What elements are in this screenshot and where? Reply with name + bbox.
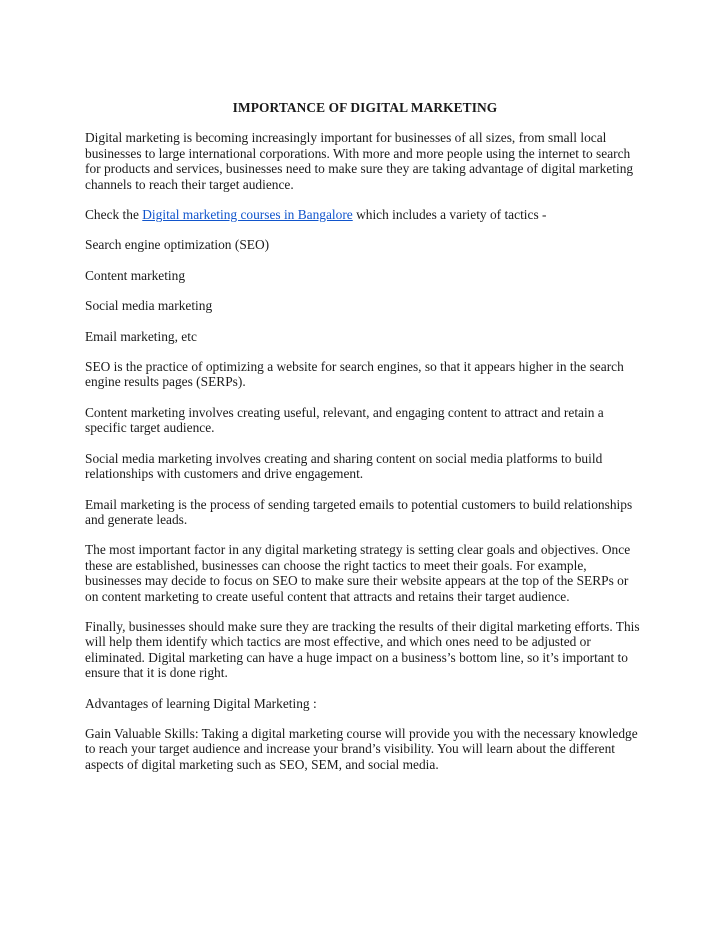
advantages-heading: Advantages of learning Digital Marketing : (85, 695, 317, 711)
document-title: IMPORTANCE OF DIGITAL MARKETING (232, 100, 498, 115)
goals-paragraph: The most important factor in any digital marketing strategy is setting clear goals and objectives. Once these are established, businesses can choose the right tactics to meet their goals. For example, businesses may decide to focus on SEO to make sure their website appears at the top of the SERPs or on content marketing to create useful content that attracts and retains their target audience. (85, 542, 631, 604)
content-marketing-paragraph: Content marketing involves creating useful, relevant, and engaging content to attract and retain a specific target audience. (85, 404, 604, 436)
tactic-item-social: Social media marketing (85, 298, 213, 314)
check-prefix-text: Check the (85, 207, 143, 223)
tactic-item-seo: Search engine optimization (SEO) (85, 237, 270, 253)
courses-link[interactable]: Digital marketing courses in Bangalore (142, 207, 353, 223)
tactic-item-email: Email marketing, etc (85, 328, 197, 344)
check-suffix-text: which includes a variety of tactics - (352, 207, 547, 223)
email-marketing-paragraph: Email marketing is the process of sending targeted emails to potential customers to build relationships and generate leads. (85, 496, 633, 527)
social-media-paragraph: Social media marketing involves creating and sharing content on social media platforms to build relationships with customers and drive engagement. (85, 450, 603, 482)
check-courses-paragraph (85, 207, 645, 222)
tactic-item-content: Content marketing (85, 267, 186, 283)
skills-paragraph: Gain Valuable Skills: Taking a digital marketing course will provide you with the necessary knowledge to reach your target audience and increase your brand’s visibility. You will learn about the different aspects of digital marketing such as SEO, SEM, and social media. (85, 725, 638, 772)
seo-paragraph: SEO is the practice of optimizing a website for search engines, so that it appears higher in the search engine results pages (SERPs). (85, 359, 624, 390)
document-page (85, 100, 645, 787)
intro-paragraph: Digital marketing is becoming increasingly important for businesses of all sizes, from small local businesses to large international corporations. With more and more people using the internet to search for products and services, businesses need to make sure they are taking advantage of digital marketing channels to reach their target audience. (85, 130, 634, 192)
tracking-paragraph: Finally, businesses should make sure they are tracking the results of their digital marketing efforts. This will help them identify which tactics are most effective, and which ones need to be adjusted or eliminated. Digital marketing can have a huge impact on a business’s bottom line, so it’s important to ensure that it is done right. (85, 618, 640, 681)
